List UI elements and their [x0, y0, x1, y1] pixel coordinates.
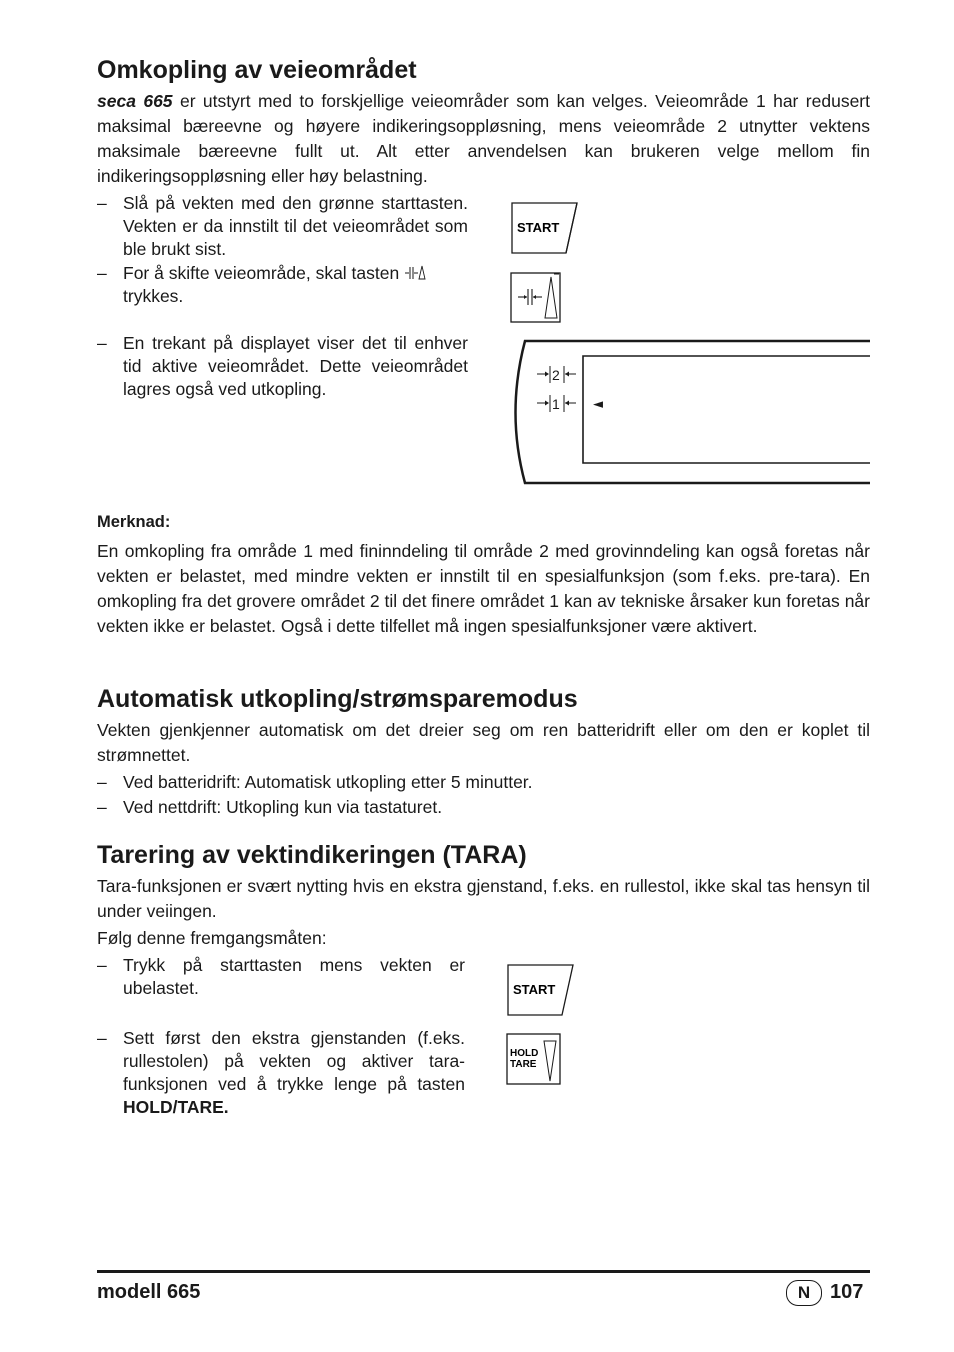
auto-off-item-1-text: Ved batteridrift: Automatisk utkopling etter 5 minutter. [123, 772, 533, 792]
section-heading-auto-off: Automatisk utkopling/strømsparemodus [97, 685, 578, 713]
range-intro-text: er utstyrt med to forskjellige veieområder som kan velges. Veieområde 1 har redusert maksimal bæreevne og høyere indikeringsoppløsning, mens veieområde 2 utnytter vektens maksimale bæreevne fullt ut. Alt etter anvendelsen kan brukeren velge mellom fin indikeringsoppløsning eller høy belastning. [97, 91, 870, 186]
tare-key-label: TARE [510, 1059, 537, 1070]
tare-procedure-label: Følg denne fremgangsmåten: [97, 928, 327, 948]
section-heading-range: Omkopling av veieområdet [97, 56, 417, 84]
display-range-2-label: 2 [552, 367, 560, 383]
auto-off-item-1: – Ved batteridrift: Automatisk utkopling etter 5 minutter. [97, 771, 870, 794]
display-illustration [505, 338, 870, 488]
hold-tare-key-image [506, 1033, 562, 1086]
tare-step-2: – Sett først den ekstra gjenstanden (f.eks. rullestolen) på vekten og aktiver tara-funksjonen ved å trykke lenge på tasten HOLD/TARE. [97, 1028, 465, 1117]
auto-off-item-2-text: Ved nettdrift: Utkopling kun via tastaturet. [123, 797, 443, 817]
footer-rule [97, 1270, 870, 1273]
active-range-triangle-icon: ◄ [593, 397, 603, 412]
note-heading: Merknad: [97, 513, 171, 531]
range-key-image [510, 272, 562, 324]
range-step-1: – Slå på vekten med den grønne starttasten. Vekten er da innstilt til det veieområdet som ble brukt sist. [97, 193, 468, 259]
range-step-2: – For å skifte veieområde, skal tasten trykkes. [97, 262, 468, 308]
language-badge: N [786, 1280, 822, 1306]
range-step-3: – En trekant på displayet viser det til enhver tid aktive veieområdet. Dette veieområdet lagres også ved utkopling. [97, 333, 468, 399]
range-step-1-text: Slå på vekten med den grønne starttasten. Vekten er da innstilt til det veieområdet som ble brukt sist. [123, 193, 468, 259]
start-key-image [510, 202, 580, 254]
footer-model: modell 665 [97, 1281, 201, 1303]
tare-start-key-image [506, 964, 576, 1016]
tare-step-1-text: Trykk på starttasten mens vekten er ubelastet. [123, 955, 465, 998]
hold-tare-key-name: HOLD/TARE. [123, 1097, 229, 1117]
page-number: 107 [830, 1281, 864, 1303]
tare-step-1: – Trykk på starttasten mens vekten er ubelastet. [97, 955, 465, 998]
auto-off-paragraph: Vekten gjenkjenner automatisk om det dreier seg om ren batteridrift eller om den er koplet til strømnettet. [97, 720, 870, 765]
range-step-2-text: For å skifte veieområde, skal tasten [123, 263, 400, 283]
range-switch-icon [404, 264, 426, 282]
hold-key-label: HOLD [510, 1048, 539, 1059]
auto-off-item-2: – Ved nettdrift: Utkopling kun via tastaturet. [97, 796, 870, 819]
note-paragraph: En omkopling fra område 1 med fininndeling til område 2 med grovinndeling kan også foretas når vekten er belastet, med mindre vekten er innstilt til en spesialfunksjon (som f.eks. pre-tara). En omkopling fra det grovere området 2 til det finere området 1 kan av tekniske årsaker kun foretas når vekten ikke er belastet. Også i dette tilfellet må ingen spesialfunksjoner være aktivert. [97, 541, 870, 636]
range-intro-paragraph [97, 89, 870, 189]
range-step-2-suffix: trykkes. [123, 286, 184, 306]
tare-step-2-text: Sett først den ekstra gjenstanden (f.eks. rullestolen) på vekten og aktiver tara-funksjonen ved å trykke lenge på tasten [123, 1028, 465, 1094]
brand-name: seca 665 [97, 91, 173, 111]
start-key-label: START [517, 220, 560, 235]
section-heading-tare: Tarering av vektindikeringen (TARA) [97, 841, 527, 869]
range-step-3-text: En trekant på displayet viser det til enhver tid aktive veieområdet. Dette veieområdet lagres også ved utkopling. [123, 333, 468, 399]
tare-start-key-label: START [513, 982, 556, 997]
display-range-1-label: 1 [552, 396, 560, 412]
tare-paragraph: Tara-funksjonen er svært nytting hvis en ekstra gjenstand, f.eks. en rullestol, ikke skal tas hensyn til under veiingen. [97, 876, 870, 921]
